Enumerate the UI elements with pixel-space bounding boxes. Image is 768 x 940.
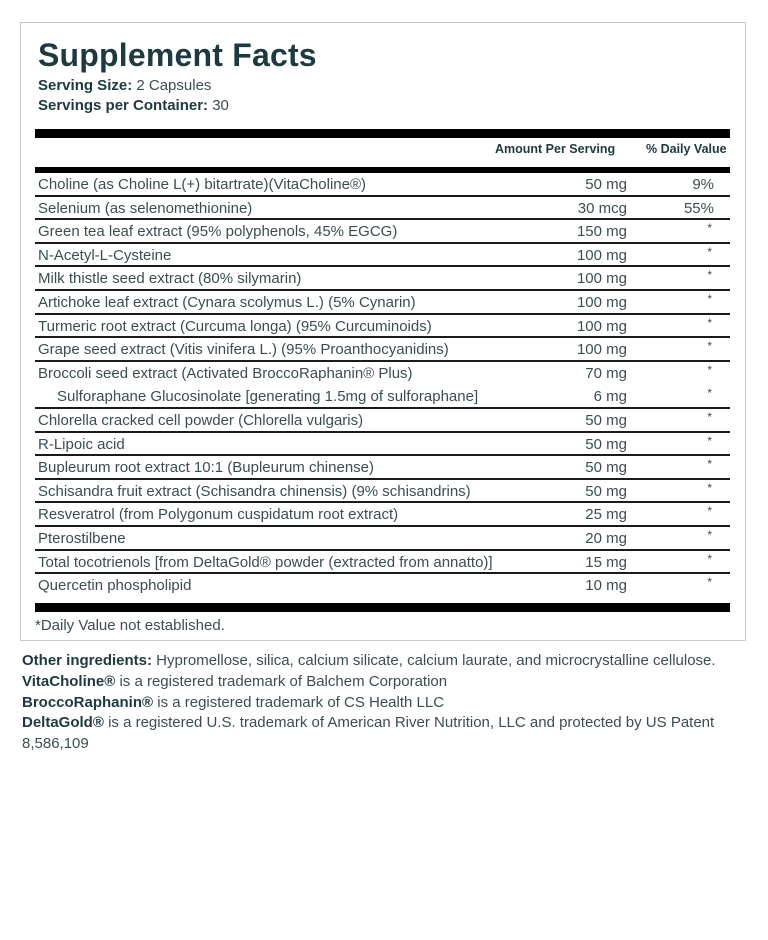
servings-per-container-value: 30 <box>208 97 229 114</box>
trademark-brand: BroccoRaphanin® <box>22 693 154 711</box>
ingredient-amount: 100 mg <box>576 341 627 359</box>
ingredient-amount: 100 mg <box>576 246 627 264</box>
trademark-text: is a registered U.S. trademark of American River Nutrition, LLC and protected by US Patent 8,586,109 <box>22 714 715 753</box>
ingredient-amount: 30 mcg <box>577 199 627 217</box>
table-row <box>35 409 730 433</box>
table-row <box>35 456 730 480</box>
other-ingredients-label: Other ingredients: <box>22 652 153 669</box>
ingredient-daily-value: 9% <box>692 176 714 193</box>
ingredient-name: Chlorella cracked cell powder (Chlorella vulgaris) <box>38 411 364 429</box>
ingredient-daily-value: * <box>707 268 712 283</box>
table-row <box>35 527 730 551</box>
table-row <box>35 173 730 197</box>
ingredient-name: Choline (as Choline L(+) bitartrate)(VitaCholine®) <box>38 176 367 193</box>
trademark-brand: DeltaGold® <box>22 714 104 732</box>
table-row <box>35 197 730 221</box>
table-row <box>35 220 730 244</box>
trademark-brand: VitaCholine® <box>22 672 116 690</box>
trademark-text: is a registered trademark of Balchem Corporation <box>115 672 448 690</box>
ingredient-daily-value: * <box>707 244 712 259</box>
ingredients-table <box>35 173 730 598</box>
ingredient-amount: 70 mg <box>585 364 627 382</box>
serving-size-value: 2 Capsules <box>132 77 212 94</box>
other-ingredients-text: Hypromellose, silica, calcium silicate, calcium laurate, and microcrystalline cellulose. <box>152 652 716 669</box>
additional-info <box>22 651 742 755</box>
trademark-note <box>22 693 742 714</box>
ingredient-daily-value: * <box>707 527 712 542</box>
ingredient-amount: 50 mg <box>585 482 627 500</box>
serving-size-label: Serving Size: <box>38 77 133 94</box>
ingredient-daily-value: * <box>707 551 712 566</box>
bottom-divider-bar <box>35 603 730 612</box>
servings-per-container <box>38 97 229 114</box>
table-row <box>35 291 730 315</box>
ingredient-amount: 150 mg <box>576 223 627 241</box>
column-header-daily-value: % Daily Value <box>646 142 727 156</box>
other-ingredients <box>22 651 742 672</box>
ingredient-daily-value: * <box>707 362 712 377</box>
ingredient-daily-value: * <box>707 575 712 590</box>
ingredient-name: Broccoli seed extract (Activated BroccoRaphanin® Plus) <box>38 364 413 382</box>
trademark-text: is a registered trademark of CS Health LLC <box>153 693 445 711</box>
table-row <box>35 433 730 457</box>
ingredient-amount: 6 mg <box>593 388 627 406</box>
ingredient-name: Selenium (as selenomethionine) <box>38 199 253 217</box>
ingredient-daily-value: * <box>707 339 712 354</box>
top-divider-bar <box>35 129 730 138</box>
ingredient-name: Bupleurum root extract 10:1 (Bupleurum chinense) <box>38 459 375 477</box>
ingredient-daily-value: * <box>707 457 712 472</box>
ingredient-name: Milk thistle seed extract (80% silymarin) <box>38 270 302 288</box>
serving-size <box>38 77 211 94</box>
table-row <box>35 385 730 409</box>
ingredient-name: Green tea leaf extract (95% polyphenols, 45% EGCG) <box>38 223 398 241</box>
table-row <box>35 503 730 527</box>
ingredient-daily-value: * <box>707 504 712 519</box>
servings-per-container-label: Servings per Container: <box>38 97 209 114</box>
ingredient-amount: 15 mg <box>585 553 627 571</box>
ingredient-name: R-Lipoic acid <box>38 435 125 453</box>
daily-value-footnote: *Daily Value not established. <box>35 617 225 634</box>
table-row <box>35 267 730 291</box>
ingredient-amount: 50 mg <box>585 459 627 477</box>
ingredient-name: Artichoke leaf extract (Cynara scolymus L.) (5% Cynarin) <box>38 293 416 311</box>
ingredient-amount: 20 mg <box>585 529 627 547</box>
table-row <box>35 362 730 386</box>
ingredient-name: Pterostilbene <box>38 529 126 547</box>
ingredient-name: N-Acetyl-L-Cysteine <box>38 246 172 264</box>
ingredient-name: Resveratrol (from Polygonum cuspidatum root extract) <box>38 506 399 524</box>
ingredient-amount: 100 mg <box>576 270 627 288</box>
ingredient-daily-value: * <box>707 409 712 424</box>
ingredient-amount: 25 mg <box>585 506 627 524</box>
table-row <box>35 338 730 362</box>
ingredient-daily-value: * <box>707 221 712 236</box>
ingredient-name: Quercetin phospholipid <box>38 577 192 595</box>
page-title: Supplement Facts <box>38 37 317 73</box>
ingredient-daily-value: * <box>707 433 712 448</box>
trademark-note <box>22 713 742 755</box>
ingredient-amount: 50 mg <box>585 176 627 193</box>
ingredient-amount: 50 mg <box>585 411 627 429</box>
ingredient-name: Turmeric root extract (Curcuma longa) (95% Curcuminoids) <box>38 317 432 335</box>
table-row <box>35 574 730 598</box>
supplement-facts-panel <box>20 22 746 641</box>
ingredient-amount: 10 mg <box>585 577 627 595</box>
ingredient-daily-value: * <box>707 291 712 306</box>
ingredient-daily-value: * <box>707 480 712 495</box>
ingredient-name: Sulforaphane Glucosinolate [generating 1.5mg of sulforaphane] <box>57 388 479 406</box>
table-row <box>35 480 730 504</box>
ingredient-name: Grape seed extract (Vitis vinifera L.) (95% Proanthocyanidins) <box>38 341 449 359</box>
column-header-amount: Amount Per Serving <box>495 142 616 156</box>
ingredient-amount: 50 mg <box>585 435 627 453</box>
ingredient-name: Total tocotrienols [from DeltaGold® powder (extracted from annatto)] <box>38 553 493 571</box>
table-row <box>35 315 730 339</box>
ingredient-daily-value: 55% <box>683 199 714 217</box>
ingredient-amount: 100 mg <box>576 293 627 311</box>
ingredient-amount: 100 mg <box>576 317 627 335</box>
table-row <box>35 244 730 268</box>
ingredient-name: Schisandra fruit extract (Schisandra chinensis) (9% schisandrins) <box>38 482 471 500</box>
ingredient-daily-value: * <box>707 386 712 401</box>
trademark-note <box>22 672 742 693</box>
ingredient-daily-value: * <box>707 315 712 330</box>
table-row <box>35 551 730 575</box>
